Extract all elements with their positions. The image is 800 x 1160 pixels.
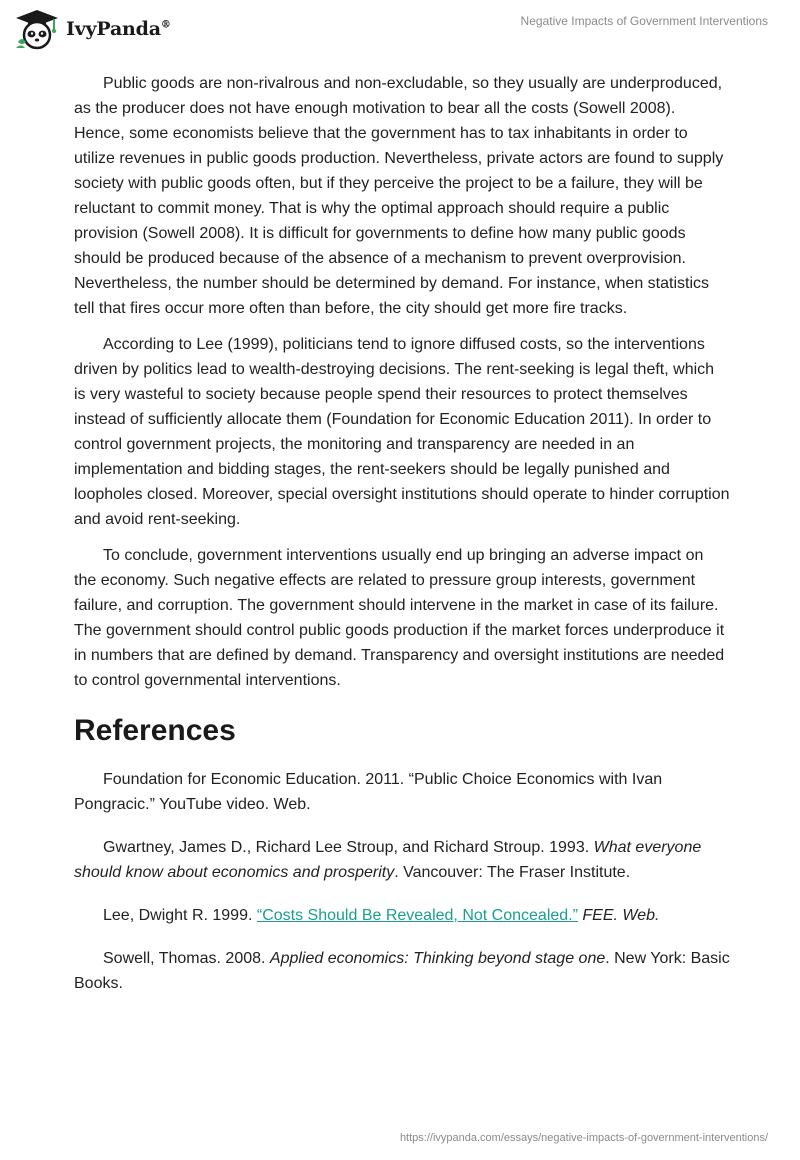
body-paragraph: According to Lee (1999), politicians tend to ignore diffused costs, so the interventions driven by politics lead to wealth-destroying decisions. The rent-seeking is legal theft, which is very wasteful to society because people spend their resources to protect themselves instead of sufficiently allocate them (Foundation for Economic Education 2011). In order to control government projects, the monitoring and transparency are needed in an implementation and bidding stages, the rent-seekers should be legally punished and loopholes closed. Moreover, special oversight institutions should operate to hinder corruption and avoid rent-seeking.: [74, 336, 730, 528]
body-paragraph: To conclude, government interventions usually end up bringing an adverse impact on the economy. Such negative effects are related to pressure group interests, government failure, and corruption. The government should intervene in the market in case of its failure. The government should control public goods production if the market forces underproduce it in numbers that are defined by demand. Transparency and oversight institutions are needed to control governmental interventions.: [74, 547, 725, 689]
body-paragraph: Public goods are non-rivalrous and non-excludable, so they usually are underproduced, as the producer does not have enough motivation to bear all the costs (Sowell 2008). Hence, some economists believe that the government has to tax inhabitants in order to utilize revenues in public goods production. Nevertheless, private actors are found to supply society with public goods often, but if they perceive the project to be a failure, they will be reluctant to commit money. That is why the optimal approach should require a public provision (Sowell 2008). It is difficult for governments to define how many public goods should be produced because of the absence of a mechanism to prevent overprovision. Nevertheless, the number should be determined by demand. For instance, when statistics tell that fires occur more often than before, the city should get more fire tracks.: [74, 75, 724, 317]
document-title: Negative Impacts of Government Interventions: [520, 14, 768, 28]
panda-graduate-icon: [14, 8, 60, 50]
ivypanda-logo[interactable]: [14, 8, 171, 50]
reference-item: Gwartney, James D., Richard Lee Stroup, and Richard Stroup. 1993. What everyone should know about economics and prosperity. Vancouver: The Fraser Institute.: [74, 839, 702, 881]
reference-item: Foundation for Economic Education. 2011. “Public Choice Economics with Ivan Pongracic.” YouTube video. Web.: [74, 771, 663, 813]
essay-body: [74, 71, 730, 1014]
reference-item: Sowell, Thomas. 2008. Applied economics: Thinking beyond stage one. New York: Basic Books.: [74, 950, 730, 992]
brand-name: IvyPanda®: [66, 18, 171, 40]
page-header: [0, 0, 800, 60]
references-heading: References: [74, 714, 236, 747]
reference-item: Lee, Dwight R. 1999. “Costs Should Be Revealed, Not Concealed.” FEE. Web.: [103, 907, 660, 924]
source-url[interactable]: https://ivypanda.com/essays/negative-impacts-of-government-interventions/: [399, 1132, 768, 1144]
reference-link[interactable]: “Costs Should Be Revealed, Not Concealed.”: [256, 907, 578, 924]
